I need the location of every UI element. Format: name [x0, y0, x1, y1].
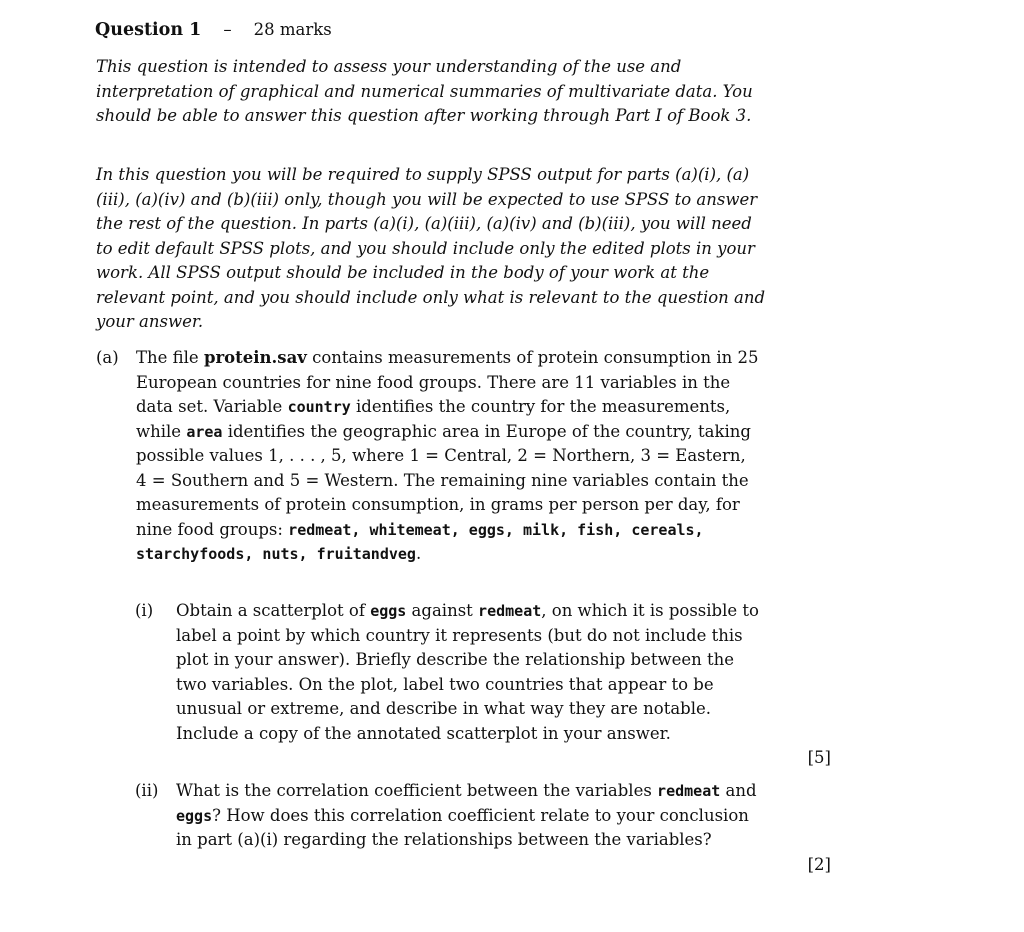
part-a-i-marks: [5] [807, 748, 831, 767]
part-a-text [136, 346, 761, 567]
part-a-text-4: identifies the geographic area in Europe of the country, taking possible values 1, . . . , 5, where 1 = Central, 2 = Northern, 3 = Eastern, 4 = Southern and 5 = Western. The remaining nine variables contain the measurements of protein consumption, in grams per person per day, for nine food groups: [136, 421, 751, 539]
variable-area: area [186, 422, 223, 441]
part-a-ii-text-2: and [720, 781, 757, 800]
file-name: protein.sav [203, 348, 307, 367]
part-a-i-text-3: , on which it is possible to label a point by which country it represents (but do not include this plot in your answer). Briefly describe the relationship between the two variables. On the plot, label two countries that appear to be unusual or extreme, and describe in what way they are notable. Include a copy of the annotated scatterplot in your answer. [176, 601, 759, 743]
header-dash: – [223, 20, 232, 39]
part-a-text-1: The file [136, 348, 204, 367]
food-variable-list: redmeat, whitemeat, eggs, milk, fish, cereals, starchyfoods, nuts, fruitandveg [136, 520, 704, 563]
question-marks: 28 marks [253, 20, 332, 39]
variable-eggs: eggs [370, 602, 407, 620]
part-a-ii-text-1: What is the correlation coefficient between the variables [176, 781, 658, 800]
variable-redmeat: redmeat [478, 602, 542, 620]
part-a-i-label: (i) [135, 601, 154, 620]
intro-paragraph-2 [96, 163, 766, 335]
part-a-label: (a) [96, 348, 119, 367]
variable-redmeat: redmeat [657, 782, 721, 800]
question-header [95, 20, 332, 44]
question-title: Question 1 [95, 20, 202, 40]
intro-paragraph-1 [96, 55, 766, 129]
variable-country: country [287, 398, 351, 416]
part-a-text-2: contains measurements of protein consumption in 25 European countries for nine food groups. There are 11 variables in the data set. Variable [136, 348, 759, 416]
part-a-i-text-1: Obtain a scatterplot of [176, 601, 371, 620]
part-a-text-3: identifies the country for the measurements, while [136, 397, 731, 441]
intro-text-2: In this question you will be required to supply SPSS output for parts (a)(i), (a)(iii), (a)(iv) and (b)(iii) only, though you will be expected to use SPSS to answer the rest of the question. In parts (a)(i), (a)(iii), (a)(iv) and (b)(iii), you will need to edit default SPSS plots, and you should include only the edited plots in your work. All SPSS output should be included in the body of your work at the relevant point, and you should include only what is relevant to the question and your answer. [96, 165, 766, 331]
part-a-ii [135, 779, 835, 874]
part-a-ii-text-3: ? How does this correlation coefficient relate to your conclusion in part (a)(i) regarding the relationships between the variables? [176, 805, 749, 849]
intro-text-1: This question is intended to assess your understanding of the use and interpretation of graphical and numerical summaries of multivariate data. You should be able to answer this question after working through Part I of Book 3. [96, 57, 753, 125]
part-a-i-text [176, 599, 766, 746]
part-a-ii-label: (ii) [135, 781, 159, 800]
part-a-end: . [415, 544, 422, 563]
part-a [96, 346, 831, 567]
part-a-i-text-2: against [406, 601, 479, 620]
variable-eggs: eggs [176, 806, 213, 825]
part-a-ii-marks: [2] [807, 855, 831, 874]
part-a-ii-text [176, 779, 766, 853]
part-a-i [135, 599, 835, 767]
